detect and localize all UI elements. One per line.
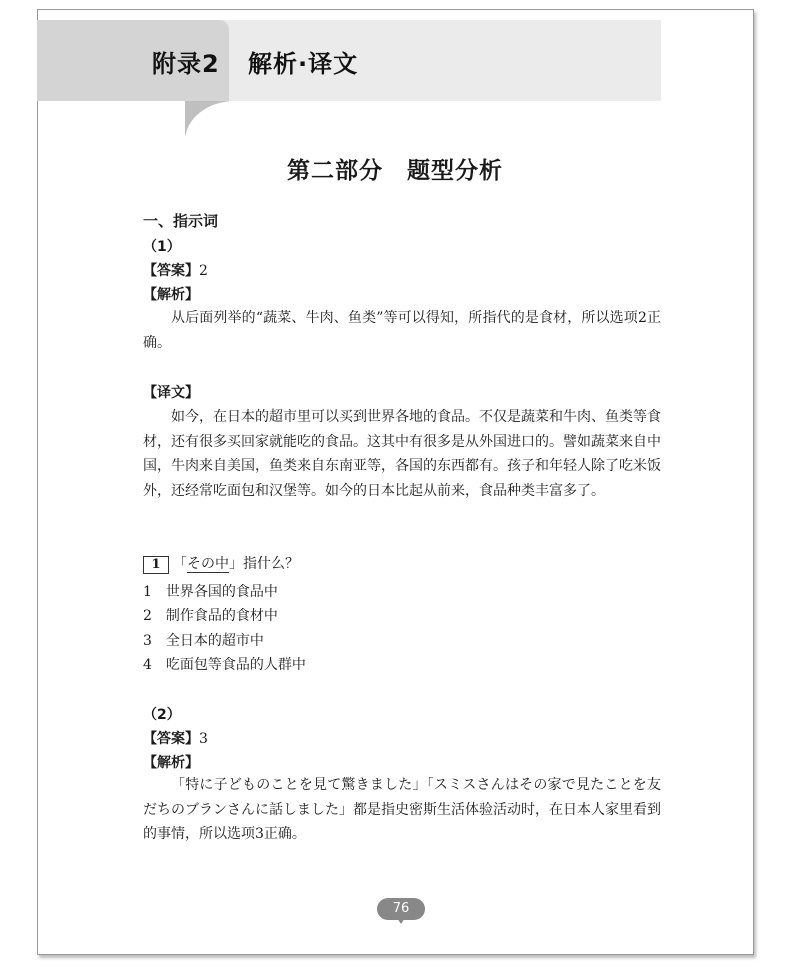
question-prompt: 」指什么？ (229, 556, 299, 572)
part-title: 第二部分 题型分析 (287, 157, 503, 184)
translation-label: 【译文】 (143, 385, 199, 401)
analysis-text-2: 「特に子どものことを見て驚きました」「スミスさんはその家で見たことを友だちのブランさんに話しました」都是指史密斯生活体验活动时，在日本人家里看到的事情，所以选项3正确。 (143, 777, 661, 842)
question-line (143, 553, 299, 574)
option-1: 1 世界各国的食品中 (143, 584, 278, 600)
analysis-text: 从后面列举的“蔬菜、牛肉、鱼类”等可以得知，所指代的是食材，所以选项2正确。 (143, 310, 661, 351)
option-4: 4 吃面包等食品的人群中 (143, 657, 306, 673)
question-quote: その中 (187, 556, 229, 572)
question-number: （1） (143, 239, 181, 255)
section-heading: 一、指示词 (143, 212, 219, 230)
analysis-label-2: 【解析】 (143, 755, 199, 771)
option-3: 3 全日本的超市中 (143, 633, 264, 649)
answer-value-2: 3 (199, 731, 208, 747)
answer-line (143, 260, 208, 280)
answer-label: 【答案】 (143, 263, 199, 279)
question-number-box: 1 (143, 556, 169, 574)
answer-label-2: 【答案】 (143, 731, 199, 747)
answer-line-2 (143, 728, 208, 748)
answer-value: 2 (199, 263, 208, 279)
question-number-2: （2） (143, 707, 181, 723)
translation-text: 如今，在日本的超市里可以买到世界各地的食品。不仅是蔬菜和牛肉、鱼类等食材，还有很多买回家就能吃的食品。这其中有很多是从外国进口的。譬如蔬菜来自中国，牛肉来自美国，鱼类来自东南亚等，各国的东西都有。孩子和年轻人除了吃米饭外，还经常吃面包和汉堡等。如今的日本比起从前来，食品种类丰富多了。 (143, 409, 661, 499)
appendix-title: 解析·译文 (248, 50, 359, 78)
option-2: 2 制作食品的食材中 (143, 608, 278, 624)
appendix-number: 附录2 (152, 50, 220, 78)
page-number: 76 (377, 898, 425, 920)
question-open-bracket: 「 (173, 556, 187, 572)
page-number-tail (397, 918, 405, 924)
analysis-label: 【解析】 (143, 287, 199, 303)
